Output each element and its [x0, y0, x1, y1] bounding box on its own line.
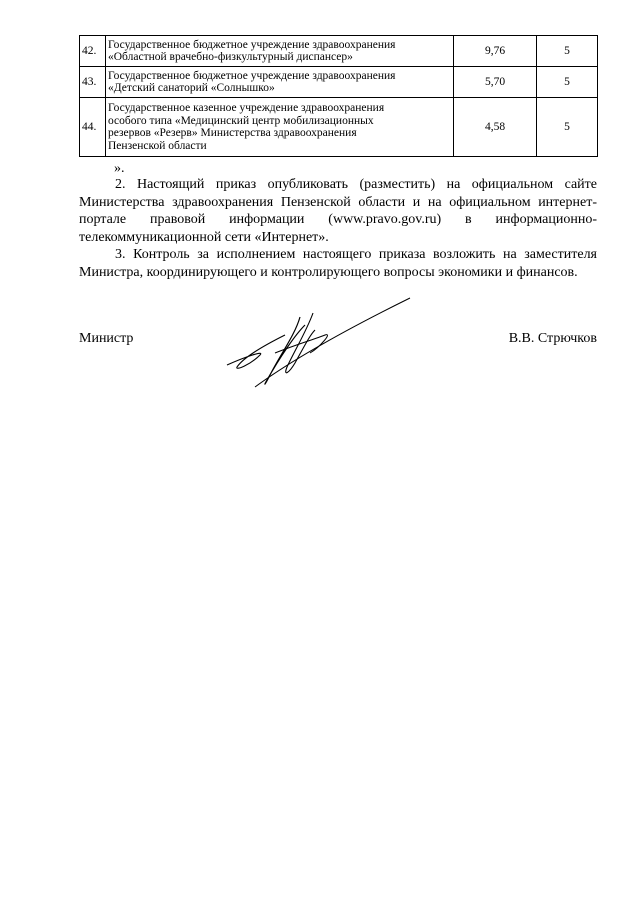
facility-value: 5,70 [454, 67, 537, 98]
facility-name-line: Государственное казенное учреждение здравоохранения [108, 102, 385, 114]
facility-name-line: Государственное бюджетное учреждение здравоохранения [108, 69, 396, 82]
row-number: 42. [80, 36, 106, 67]
paragraph-publication: 2. Настоящий приказ опубликовать (разместить) на официальном сайте Министерства здравоохранения Пензенской области и на официальном интернет-портале правовой информации (www.pravo.gov.ru) в информационно-телекоммуникационной сети «Интернет». [79, 177, 597, 245]
facility-value: 9,76 [454, 36, 537, 67]
facility-name-line: особого типа «Медицинский центр мобилизационных [108, 114, 374, 127]
table-row [80, 67, 598, 98]
row-number: 44. [80, 98, 106, 157]
table-row [80, 98, 598, 157]
facilities-table [79, 35, 598, 157]
facility-name [106, 67, 454, 98]
facility-name [106, 98, 454, 157]
facility-score: 5 [537, 36, 598, 67]
facility-name-line: Пензенской области [108, 139, 207, 152]
facility-value: 4,58 [454, 98, 537, 157]
facility-score: 5 [537, 98, 598, 157]
signatory-position: Министр [79, 331, 134, 346]
signatory-name: В.В. Стрючков [508, 331, 597, 346]
facility-name-line: «Областной врачебно-физкультурный диспансер» [108, 51, 353, 63]
facility-name-line: «Детский санаторий «Солнышко» [108, 82, 275, 94]
table-row [80, 36, 598, 67]
paragraph-control: 3. Контроль за исполнением настоящего приказа возложить на заместителя Министра, координирующего и контролирующего вопросы экономики и финансов. [79, 247, 597, 280]
closing-quote: ». [114, 161, 125, 176]
facility-name [106, 36, 454, 67]
handwritten-signature [225, 295, 415, 395]
facility-score: 5 [537, 67, 598, 98]
facility-name-line: Государственное бюджетное учреждение здравоохранения [108, 38, 396, 51]
row-number: 43. [80, 67, 106, 98]
facility-name-line: резервов «Резерв» Министерства здравоохранения [108, 127, 357, 139]
